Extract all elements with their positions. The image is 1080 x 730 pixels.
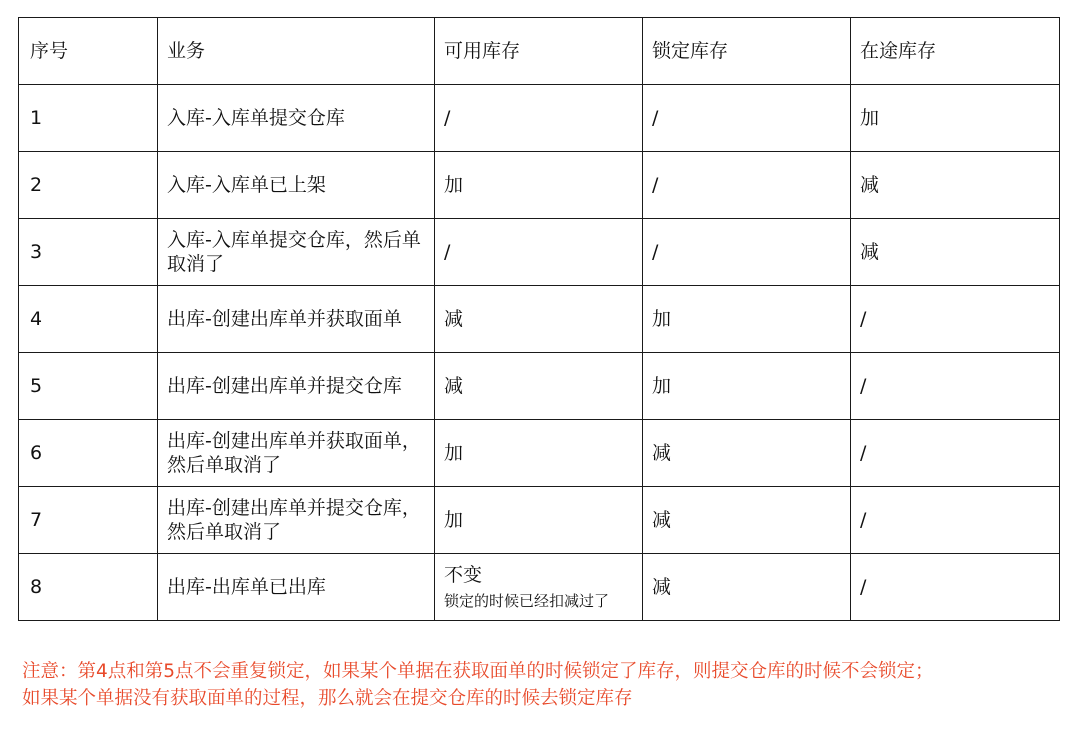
table-header-row xyxy=(19,18,1060,85)
cell-business: 入库-入库单已上架 xyxy=(158,152,435,219)
cell-no: 3 xyxy=(19,219,158,286)
cell-no: 1 xyxy=(19,85,158,152)
cell-in-transit: / xyxy=(851,420,1060,487)
table-row xyxy=(19,353,1060,420)
cell-in-transit: / xyxy=(851,554,1060,621)
cell-available: / xyxy=(435,219,643,286)
header-locked-stock: 锁定库存 xyxy=(643,18,851,85)
cell-business: 入库-入库单提交仓库，然后单取消了 xyxy=(158,219,435,286)
cell-available: 加 xyxy=(435,420,643,487)
header-available-stock: 可用库存 xyxy=(435,18,643,85)
table-row xyxy=(19,554,1060,621)
cell-available xyxy=(435,554,643,621)
cell-business: 出库-创建出库单并提交仓库，然后单取消了 xyxy=(158,487,435,554)
footnote xyxy=(22,658,1062,712)
cell-locked: 减 xyxy=(643,554,851,621)
cell-available-note: 锁定的时候已经扣减过了 xyxy=(444,592,610,610)
cell-available: 加 xyxy=(435,152,643,219)
header-no: 序号 xyxy=(19,18,158,85)
inventory-table xyxy=(18,17,1060,621)
table-row xyxy=(19,420,1060,487)
cell-available: 加 xyxy=(435,487,643,554)
cell-business: 出库-创建出库单并提交仓库 xyxy=(158,353,435,420)
cell-no: 8 xyxy=(19,554,158,621)
header-in-transit-stock: 在途库存 xyxy=(851,18,1060,85)
cell-in-transit: / xyxy=(851,286,1060,353)
cell-locked: / xyxy=(643,85,851,152)
footnote-line-2: 如果某个单据没有获取面单的过程，那么就会在提交仓库的时候去锁定库存 xyxy=(22,688,633,709)
cell-no: 7 xyxy=(19,487,158,554)
footnote-line-1: 注意：第4点和第5点不会重复锁定，如果某个单据在获取面单的时候锁定了库存，则提交仓库的时候不会锁定； xyxy=(22,661,934,682)
cell-in-transit: / xyxy=(851,487,1060,554)
cell-business: 出库-出库单已出库 xyxy=(158,554,435,621)
table-row xyxy=(19,152,1060,219)
cell-no: 2 xyxy=(19,152,158,219)
cell-available: / xyxy=(435,85,643,152)
cell-no: 5 xyxy=(19,353,158,420)
inventory-table-sheet xyxy=(18,17,1059,621)
cell-locked: 加 xyxy=(643,353,851,420)
cell-locked: / xyxy=(643,152,851,219)
cell-available-main: 不变 xyxy=(444,564,483,586)
table-row xyxy=(19,286,1060,353)
cell-in-transit: 加 xyxy=(851,85,1060,152)
cell-locked: 减 xyxy=(643,487,851,554)
header-business: 业务 xyxy=(158,18,435,85)
table-row xyxy=(19,85,1060,152)
cell-locked: 加 xyxy=(643,286,851,353)
cell-no: 4 xyxy=(19,286,158,353)
cell-business: 入库-入库单提交仓库 xyxy=(158,85,435,152)
table-row xyxy=(19,487,1060,554)
cell-no: 6 xyxy=(19,420,158,487)
table-row xyxy=(19,219,1060,286)
cell-locked: / xyxy=(643,219,851,286)
cell-business: 出库-创建出库单并获取面单，然后单取消了 xyxy=(158,420,435,487)
cell-available: 减 xyxy=(435,286,643,353)
cell-in-transit: / xyxy=(851,353,1060,420)
cell-locked: 减 xyxy=(643,420,851,487)
cell-in-transit: 减 xyxy=(851,219,1060,286)
cell-business: 出库-创建出库单并获取面单 xyxy=(158,286,435,353)
cell-available: 减 xyxy=(435,353,643,420)
cell-in-transit: 减 xyxy=(851,152,1060,219)
